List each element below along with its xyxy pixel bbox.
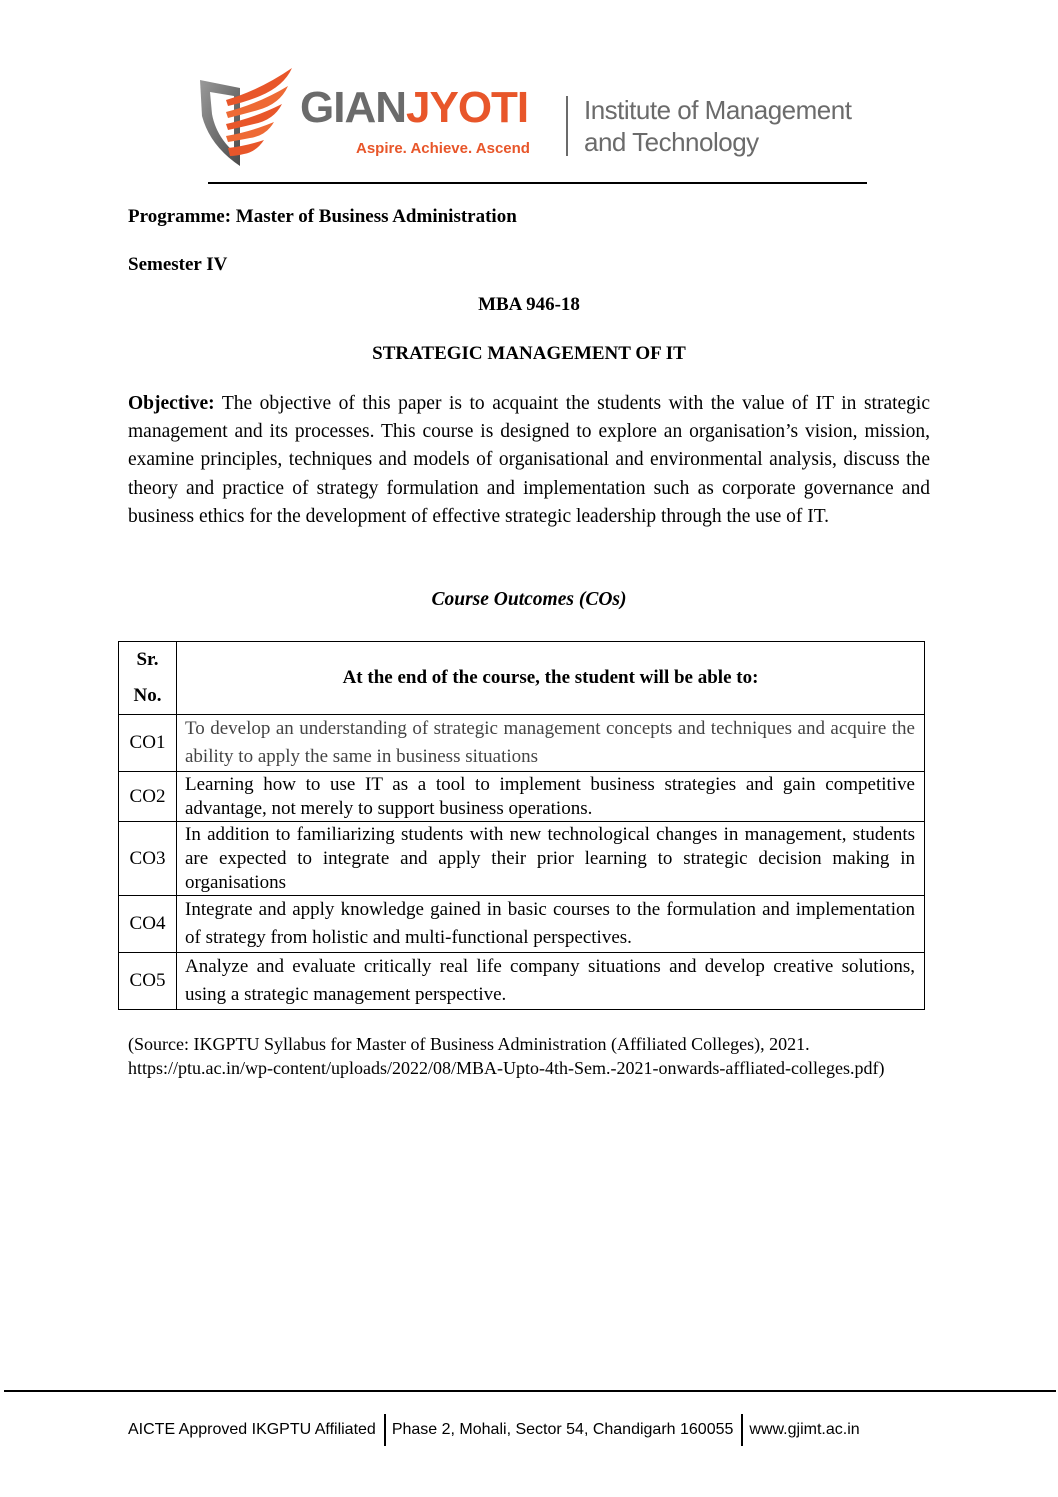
course-code: MBA 946-18	[478, 294, 580, 315]
table-row	[119, 772, 925, 822]
header-sr-line1: Sr.	[136, 649, 159, 670]
table-row	[119, 715, 925, 772]
course-title: STRATEGIC MANAGEMENT OF IT	[372, 343, 686, 364]
table-row	[119, 822, 925, 896]
brand-name	[300, 83, 529, 132]
table-row	[119, 896, 925, 953]
course-outcomes-table	[118, 641, 925, 1010]
institute-name-line2: and Technology	[584, 127, 759, 157]
footer-affiliation: AICTE Approved IKGPTU Affiliated	[128, 1421, 376, 1438]
objective-paragraph	[128, 390, 930, 531]
co-code: CO5	[119, 953, 177, 1010]
objective-label: Objective:	[128, 393, 215, 414]
programme-line: Programme: Master of Business Administration	[128, 206, 517, 227]
institute-name	[584, 94, 851, 158]
co-description: In addition to familiarizing students with new technological changes in management, students are expected to integrate and apply their prior learning to strategic decision making in organisations	[177, 822, 925, 896]
table-header-row	[119, 642, 925, 715]
header-separator	[566, 96, 568, 156]
header-rule	[208, 182, 867, 184]
co-description: Integrate and apply knowledge gained in basic courses to the formulation and implementation of strategy from holistic and multi-functional perspectives.	[177, 896, 925, 953]
objective-text: The objective of this paper is to acquaint the students with the value of IT in strategic management and its processes. This course is designed to explore an organisation’s vision, mission, examine principles, techniques and models of organisational and environmental analysis, discuss the theory and practice of strategy formulation and implementation such as corporate governance and business ethics for the development of effective strategic leadership through the use of IT.	[128, 393, 930, 527]
brand-name-part1: GIAN	[300, 83, 406, 132]
source-url: https://ptu.ac.in/wp-content/uploads/2022/08/MBA-Upto-4th-Sem.-2021-onwards-affliated-colleges.pdf)	[128, 1058, 885, 1078]
table-row	[119, 953, 925, 1010]
brand-name-part2: JYOTI	[406, 83, 529, 132]
header-sr-no	[119, 642, 177, 715]
source-citation	[128, 1032, 928, 1080]
footer-separator	[741, 1414, 743, 1446]
footer-rule	[4, 1390, 1056, 1392]
footer	[128, 1414, 860, 1446]
footer-separator	[384, 1414, 386, 1446]
co-code: CO4	[119, 896, 177, 953]
header-description: At the end of the course, the student will be able to:	[177, 642, 925, 715]
footer-address: Phase 2, Mohali, Sector 54, Chandigarh 160055	[391, 1421, 734, 1438]
shield-wings-logo-icon	[196, 66, 296, 176]
course-outcomes-title: Course Outcomes (COs)	[431, 589, 627, 610]
co-code: CO2	[119, 772, 177, 822]
semester-line: Semester IV	[128, 254, 228, 275]
source-text: (Source: IKGPTU Syllabus for Master of Business Administration (Affiliated Colleges), 2021.	[128, 1034, 810, 1054]
header-sr-line2: No.	[133, 685, 162, 706]
footer-website: www.gjimt.ac.in	[749, 1421, 860, 1438]
co-description: Analyze and evaluate critically real life company situations and develop creative solutions, using a strategic management perspective.	[177, 953, 925, 1010]
brand-tagline: Aspire. Achieve. Ascend	[356, 140, 530, 157]
co-code: CO1	[119, 715, 177, 772]
co-description: Learning how to use IT as a tool to implement business strategies and gain competitive advantage, not merely to support business operations.	[177, 772, 925, 822]
institute-name-line1: Institute of Management	[584, 95, 852, 125]
co-description: To develop an understanding of strategic management concepts and techniques and acquire the ability to apply the same in business situations	[177, 715, 925, 772]
co-code: CO3	[119, 822, 177, 896]
